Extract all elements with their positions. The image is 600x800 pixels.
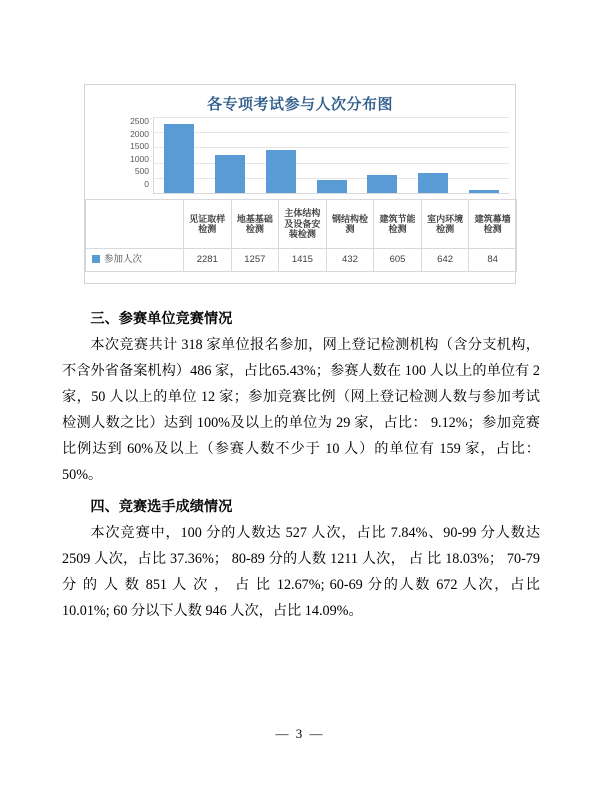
value-cell: 1257 [231,249,279,272]
category-label: 建筑幕墙检测 [469,200,517,249]
bar-3 [317,180,347,193]
value-cell: 642 [421,249,469,272]
y-tick: 2500 [130,116,149,126]
legend-swatch-icon [92,255,100,263]
bar-slot [154,117,205,193]
bar-0 [164,124,194,193]
category-label: 钢结构检测 [326,200,374,249]
chart-plot-area [85,117,517,199]
y-tick: 500 [134,166,149,177]
bar-1 [215,155,245,193]
category-label: 室内环境检测 [421,200,469,249]
chart-title: 各专项考试参与人次分布图 [206,96,393,113]
category-label: 见证取样检测 [184,200,232,249]
bar-slot [255,117,306,193]
bar-slot [306,117,357,193]
y-tick: 0 [144,178,149,189]
bar-slot [408,117,459,193]
category-label: 地基基础检测 [231,200,279,249]
y-tick: 1000 [130,153,149,164]
bar-6 [469,190,499,193]
chart-value-row [86,249,517,272]
bar-5 [418,173,448,193]
bar-4 [367,175,397,193]
y-tick: 1500 [130,141,149,152]
page-number: — 3 — [275,726,325,741]
bar-slot [205,117,256,193]
legend-label: 参加人次 [104,253,143,265]
value-cell: 2281 [184,249,232,272]
value-cell: 605 [374,249,422,272]
document-body [62,300,540,624]
section-heading-3: 三、参赛单位竞赛情况 [90,311,233,327]
bar-2 [266,150,296,193]
value-cell: 1415 [279,249,327,272]
category-label: 建筑节能检测 [374,200,422,249]
section-paragraph-4: 本次竞赛中，100 分的人数达 527 人次，占比 7.84%、90-99 分人数达 2509 人次，占比 37.36%； 80-89 分的人数 1211 人次， 占 比 18.03%； 70-79 分 的 人 数 851 人 次 ， 占 比 12.67%; 60-69 分的人数 672 人次，占比 10.01%; 60 分以下人数 946 人次，占比 14.09%。 [62,525,540,619]
bar-slot [458,117,509,193]
chart-bars [153,117,509,194]
category-label: 主体结构及设备安装检测 [279,200,327,249]
section-heading-4: 四、竞赛选手成绩情况 [90,499,233,515]
value-cell: 432 [326,249,374,272]
chart-container [84,84,516,284]
chart-table-corner [86,200,184,249]
section-paragraph-3: 本次竞赛共计 318 家单位报名参加，网上登记检测机构（含分支机构，不含外省备案机构）486 家，占比65.43%；参赛人数在 100 人以上的单位有 2 家，50 人以上的单位 12 家；参加竞赛比例（网上登记检测人数与参加考试检测人数之比）达到 100%及以上的单位为 29 家，占比： 9.12%；参加竞赛比例达到 60%及以上（参赛人数不少于 10 人）的单位有 159 家，占比：50%。 [62,337,540,483]
y-tick: 2000 [130,128,149,139]
chart-legend [86,249,184,272]
chart-y-axis [113,117,149,193]
bar-slot [357,117,408,193]
chart-data-table [85,199,517,272]
chart-category-row [86,200,517,249]
value-cell: 84 [469,249,517,272]
